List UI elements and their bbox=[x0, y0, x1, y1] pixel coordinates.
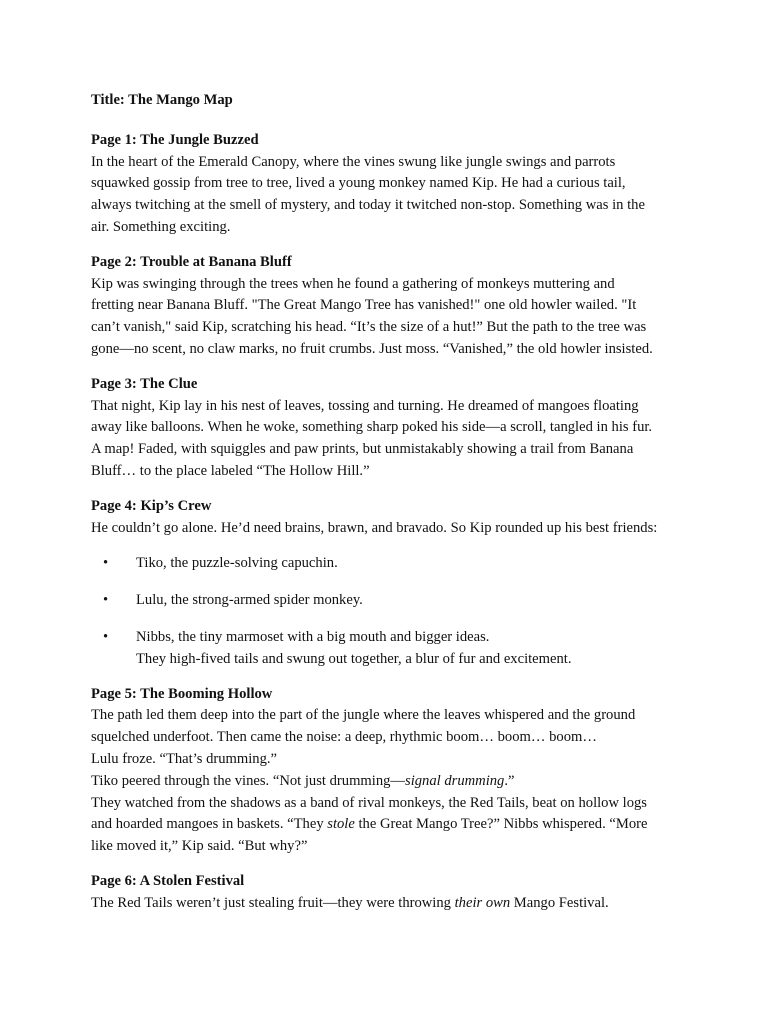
list-item-text: Tiko, the puzzle-solving capuchin. bbox=[136, 555, 338, 572]
section-heading: Page 2: Trouble at Banana Bluff bbox=[91, 253, 292, 270]
text-line: and hoarded mangoes in baskets. “They bbox=[91, 816, 328, 833]
text-line: the Great Mango Tree?” Nibbs whispered. “More bbox=[354, 816, 648, 833]
story-title: Title: The Mango Map bbox=[91, 92, 233, 108]
list-item bbox=[91, 590, 691, 612]
section-intro: He couldn’t go alone. He’d need brains, brawn, and bravado. So Kip rounded up his best friends: bbox=[91, 519, 658, 536]
text-line: Lulu froze. “That’s drumming.” bbox=[91, 750, 278, 767]
document-page bbox=[91, 90, 691, 928]
emphasis-text: stole bbox=[327, 816, 355, 833]
text-line: squelched underfoot. Then came the noise: a deep, rhythmic boom… boom… boom… bbox=[91, 729, 597, 746]
text-line: The Red Tails weren’t just stealing fruit—they were throwing bbox=[91, 894, 455, 911]
list-item-text: Nibbs, the tiny marmoset with a big mouth and bigger ideas. bbox=[136, 628, 490, 645]
section-page-5 bbox=[91, 684, 691, 858]
section-heading: Page 3: The Clue bbox=[91, 375, 198, 392]
crew-list bbox=[91, 553, 691, 648]
bullet-icon: • bbox=[103, 592, 109, 609]
text-line: That night, Kip lay in his nest of leaves, tossing and turning. He dreamed of mangoes floating bbox=[91, 397, 639, 414]
section-page-3 bbox=[91, 374, 691, 483]
text-line: .” bbox=[504, 772, 515, 789]
text-line: A map! Faded, with squiggles and paw prints, but unmistakably showing a trail from Banana bbox=[91, 441, 634, 458]
section-page-4 bbox=[91, 496, 691, 671]
text-line: Kip was swinging through the trees when he found a gathering of monkeys muttering and bbox=[91, 275, 615, 292]
section-page-1 bbox=[91, 130, 691, 239]
section-page-6 bbox=[91, 871, 691, 915]
list-item-text: Lulu, the strong-armed spider monkey. bbox=[136, 592, 363, 609]
text-line: always twitching at the smell of mystery, and today it twitched non-stop. Something was in the bbox=[91, 197, 645, 214]
text-line: In the heart of the Emerald Canopy, where the vines swung like jungle swings and parrots bbox=[91, 153, 616, 170]
bullet-icon: • bbox=[103, 628, 109, 645]
section-page-2 bbox=[91, 252, 691, 361]
section-heading: Page 4: Kip’s Crew bbox=[91, 497, 212, 514]
emphasis-text: their own bbox=[454, 894, 511, 911]
list-item bbox=[91, 627, 691, 649]
section-paragraph bbox=[91, 274, 691, 361]
text-line: Tiko peered through the vines. “Not just drumming— bbox=[91, 772, 406, 789]
emphasis-text: signal drumming bbox=[405, 772, 505, 789]
section-paragraph bbox=[91, 893, 691, 915]
text-line: gone—no scent, no claw marks, no fruit crumbs. Just moss. “Vanished,” the old howler insisted. bbox=[91, 340, 653, 357]
text-line: can’t vanish," said Kip, scratching his head. “It’s the size of a hut!” But the path to the tree was bbox=[91, 319, 647, 336]
text-line: fretting near Banana Bluff. "The Great Mango Tree has vanished!" one old howler wailed. "It bbox=[91, 297, 637, 314]
text-line: They watched from the shadows as a band of rival monkeys, the Red Tails, beat on hollow logs bbox=[91, 794, 647, 811]
section-paragraph bbox=[91, 152, 691, 239]
list-item bbox=[91, 553, 691, 575]
text-line: away like balloons. When he woke, something sharp poked his side—a scroll, tangled in his fur. bbox=[91, 419, 653, 436]
section-heading: Page 6: A Stolen Festival bbox=[91, 872, 245, 889]
bullet-icon: • bbox=[103, 555, 109, 572]
section-paragraph bbox=[91, 705, 691, 858]
text-line: air. Something exciting. bbox=[91, 218, 231, 235]
section-heading: Page 1: The Jungle Buzzed bbox=[91, 131, 259, 148]
section-paragraph bbox=[91, 396, 691, 483]
text-line: like moved it,” Kip said. “But why?” bbox=[91, 838, 308, 855]
text-line: Mango Festival. bbox=[510, 894, 609, 911]
section-heading: Page 5: The Booming Hollow bbox=[91, 685, 273, 702]
list-continuation: They high-fived tails and swung out together, a blur of fur and excitement. bbox=[136, 650, 572, 667]
text-line: The path led them deep into the part of the jungle where the leaves whispered and the ground bbox=[91, 707, 636, 724]
text-line: squawked gossip from tree to tree, lived a young monkey named Kip. He had a curious tail, bbox=[91, 175, 626, 192]
text-line: Bluff… to the place labeled “The Hollow Hill.” bbox=[91, 462, 370, 479]
